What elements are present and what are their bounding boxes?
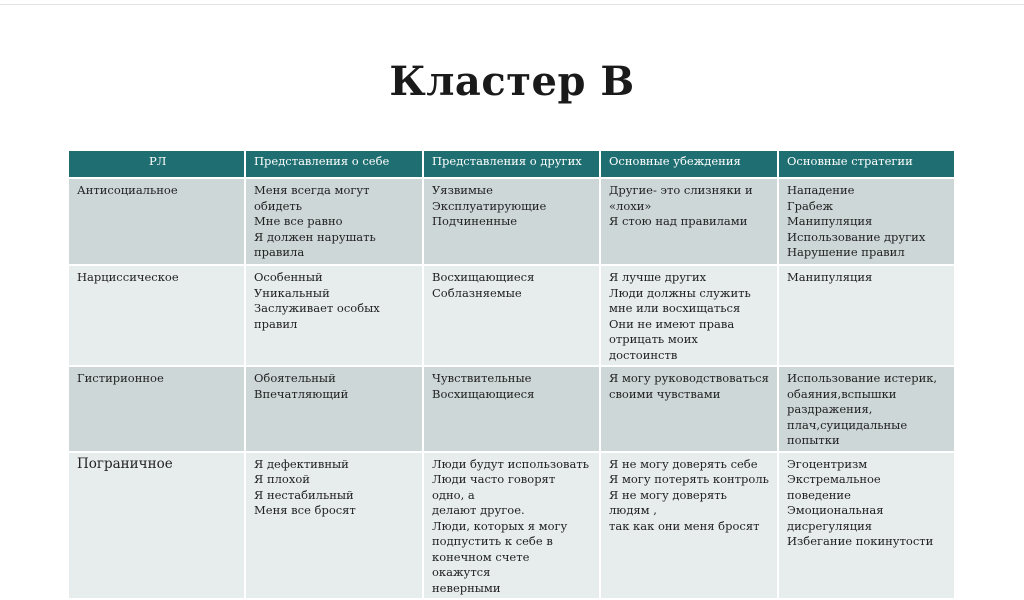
cell-line: дисрегуляция: [787, 518, 873, 533]
cell-line: Использование истерик,: [787, 371, 938, 385]
cell-line: Восхищающиеся: [432, 386, 535, 401]
cell-line: Я нестабильный: [254, 487, 354, 502]
cell-line: Особенный: [254, 270, 323, 284]
cell-disorder-name: Пограничное: [69, 452, 245, 600]
cell-line: обидеть: [254, 198, 303, 213]
cell-line: Заслуживает особых: [254, 301, 380, 315]
header-cell-strategies: Основные стратегии: [778, 151, 955, 178]
cell-line: Избегание покинутости: [787, 534, 934, 548]
header-cell-rl: РЛ: [69, 151, 245, 178]
cell-line: Люди должны служить: [609, 285, 751, 300]
cell-disorder-name: Нарциссическое: [69, 265, 245, 366]
cell-line: Люди будут использовать: [432, 456, 589, 471]
cell-line: Грабеж: [787, 198, 834, 213]
cell-line: попытки: [787, 433, 840, 447]
cell-self-view: [245, 265, 423, 366]
cell-strategies: [778, 366, 955, 452]
table-row: [69, 178, 955, 265]
cell-others-view: [423, 178, 600, 265]
cell-line: Люди часто говорят одно, а: [432, 472, 556, 502]
cell-line: Уникальный: [254, 285, 330, 300]
cell-strategies: [778, 178, 955, 265]
cell-line: правил: [254, 316, 298, 331]
table-row: [69, 452, 955, 600]
cell-line: Манипуляция: [787, 214, 873, 228]
cell-line: Нарушение правил: [787, 245, 905, 259]
cell-line: Меня всегда могут: [254, 183, 370, 197]
cell-beliefs: [600, 366, 778, 452]
cell-line: Уязвимые: [432, 183, 493, 197]
cell-line: Эгоцентризм: [787, 456, 868, 471]
cell-self-view: [245, 366, 423, 452]
cell-others-view: [423, 366, 600, 452]
cell-line: Я стою над правилами: [609, 214, 748, 228]
slide-title: Кластер B: [389, 58, 635, 105]
cell-line: Подчиненные: [432, 214, 518, 228]
cell-line: Люди, которых я могу: [432, 518, 568, 533]
table-row: [69, 265, 955, 366]
cell-line: Другие- это слизняки и: [609, 183, 753, 197]
cell-line: Я не могу доверять людям ,: [609, 487, 727, 517]
cell-line: Я могу руководствоваться: [609, 371, 769, 385]
table-header-row: [69, 151, 955, 178]
cell-line: Обоятельный: [254, 371, 336, 385]
cell-beliefs: [600, 178, 778, 265]
table-row: [69, 366, 955, 452]
cell-line: так как они меня бросят: [609, 518, 760, 533]
cell-line: своими чувствами: [609, 386, 721, 401]
cell-line: подпустить к себе в: [432, 534, 553, 548]
cell-line: «лохи»: [609, 198, 652, 213]
cell-line: Использование других: [787, 229, 926, 244]
cell-line: Я лучше других: [609, 270, 707, 284]
cell-line: конечном счете окажутся: [432, 549, 530, 579]
cell-beliefs: [600, 265, 778, 366]
cell-line: Манипуляция: [787, 270, 873, 284]
cell-line: Чувствительные: [432, 371, 532, 385]
cell-line: Эмоциональная: [787, 503, 884, 517]
cell-line: Впечатляющий: [254, 386, 349, 401]
cell-strategies: [778, 265, 955, 366]
cell-line: Я плохой: [254, 472, 310, 486]
top-divider: [0, 4, 1024, 5]
header-cell-others: Представления о других: [423, 151, 600, 178]
cell-self-view: [245, 452, 423, 600]
cell-line: Экстремальное поведение: [787, 472, 881, 502]
cell-strategies: [778, 452, 955, 600]
cell-line: Я должен нарушать: [254, 229, 376, 244]
cell-line: Меня все бросят: [254, 503, 356, 517]
header-cell-beliefs: Основные убеждения: [600, 151, 778, 178]
cell-line: обаяния,вспышки: [787, 386, 897, 401]
cell-line: Нападение: [787, 183, 855, 197]
cluster-table: [69, 151, 956, 600]
cell-line: Я дефективный: [254, 456, 349, 471]
cell-line: Соблазняемые: [432, 285, 522, 300]
cell-beliefs: [600, 452, 778, 600]
cell-disorder-name: Антисоциальное: [69, 178, 245, 265]
cell-disorder-name: Гистирионное: [69, 366, 245, 452]
cell-line: раздражения,: [787, 402, 873, 416]
cell-others-view: [423, 452, 600, 600]
cell-line: Эксплуатирующие: [432, 198, 547, 213]
cell-line: неверными: [432, 580, 501, 595]
header-cell-self: Представления о себе: [245, 151, 423, 178]
cell-line: мне или восхищаться: [609, 301, 741, 315]
cell-line: Мне все равно: [254, 214, 343, 228]
cell-line: правила: [254, 245, 305, 259]
cell-line: Я не могу доверять себе: [609, 456, 758, 471]
cell-others-view: [423, 265, 600, 366]
cell-line: отрицать моих достоинств: [609, 332, 698, 362]
cell-line: плач,суицидальные: [787, 417, 908, 432]
cell-line: Восхищающиеся: [432, 270, 535, 284]
cell-self-view: [245, 178, 423, 265]
cell-line: Я могу потерять контроль: [609, 472, 769, 486]
cell-line: Они не имеют права: [609, 316, 735, 331]
cell-line: делают другое.: [432, 503, 525, 517]
